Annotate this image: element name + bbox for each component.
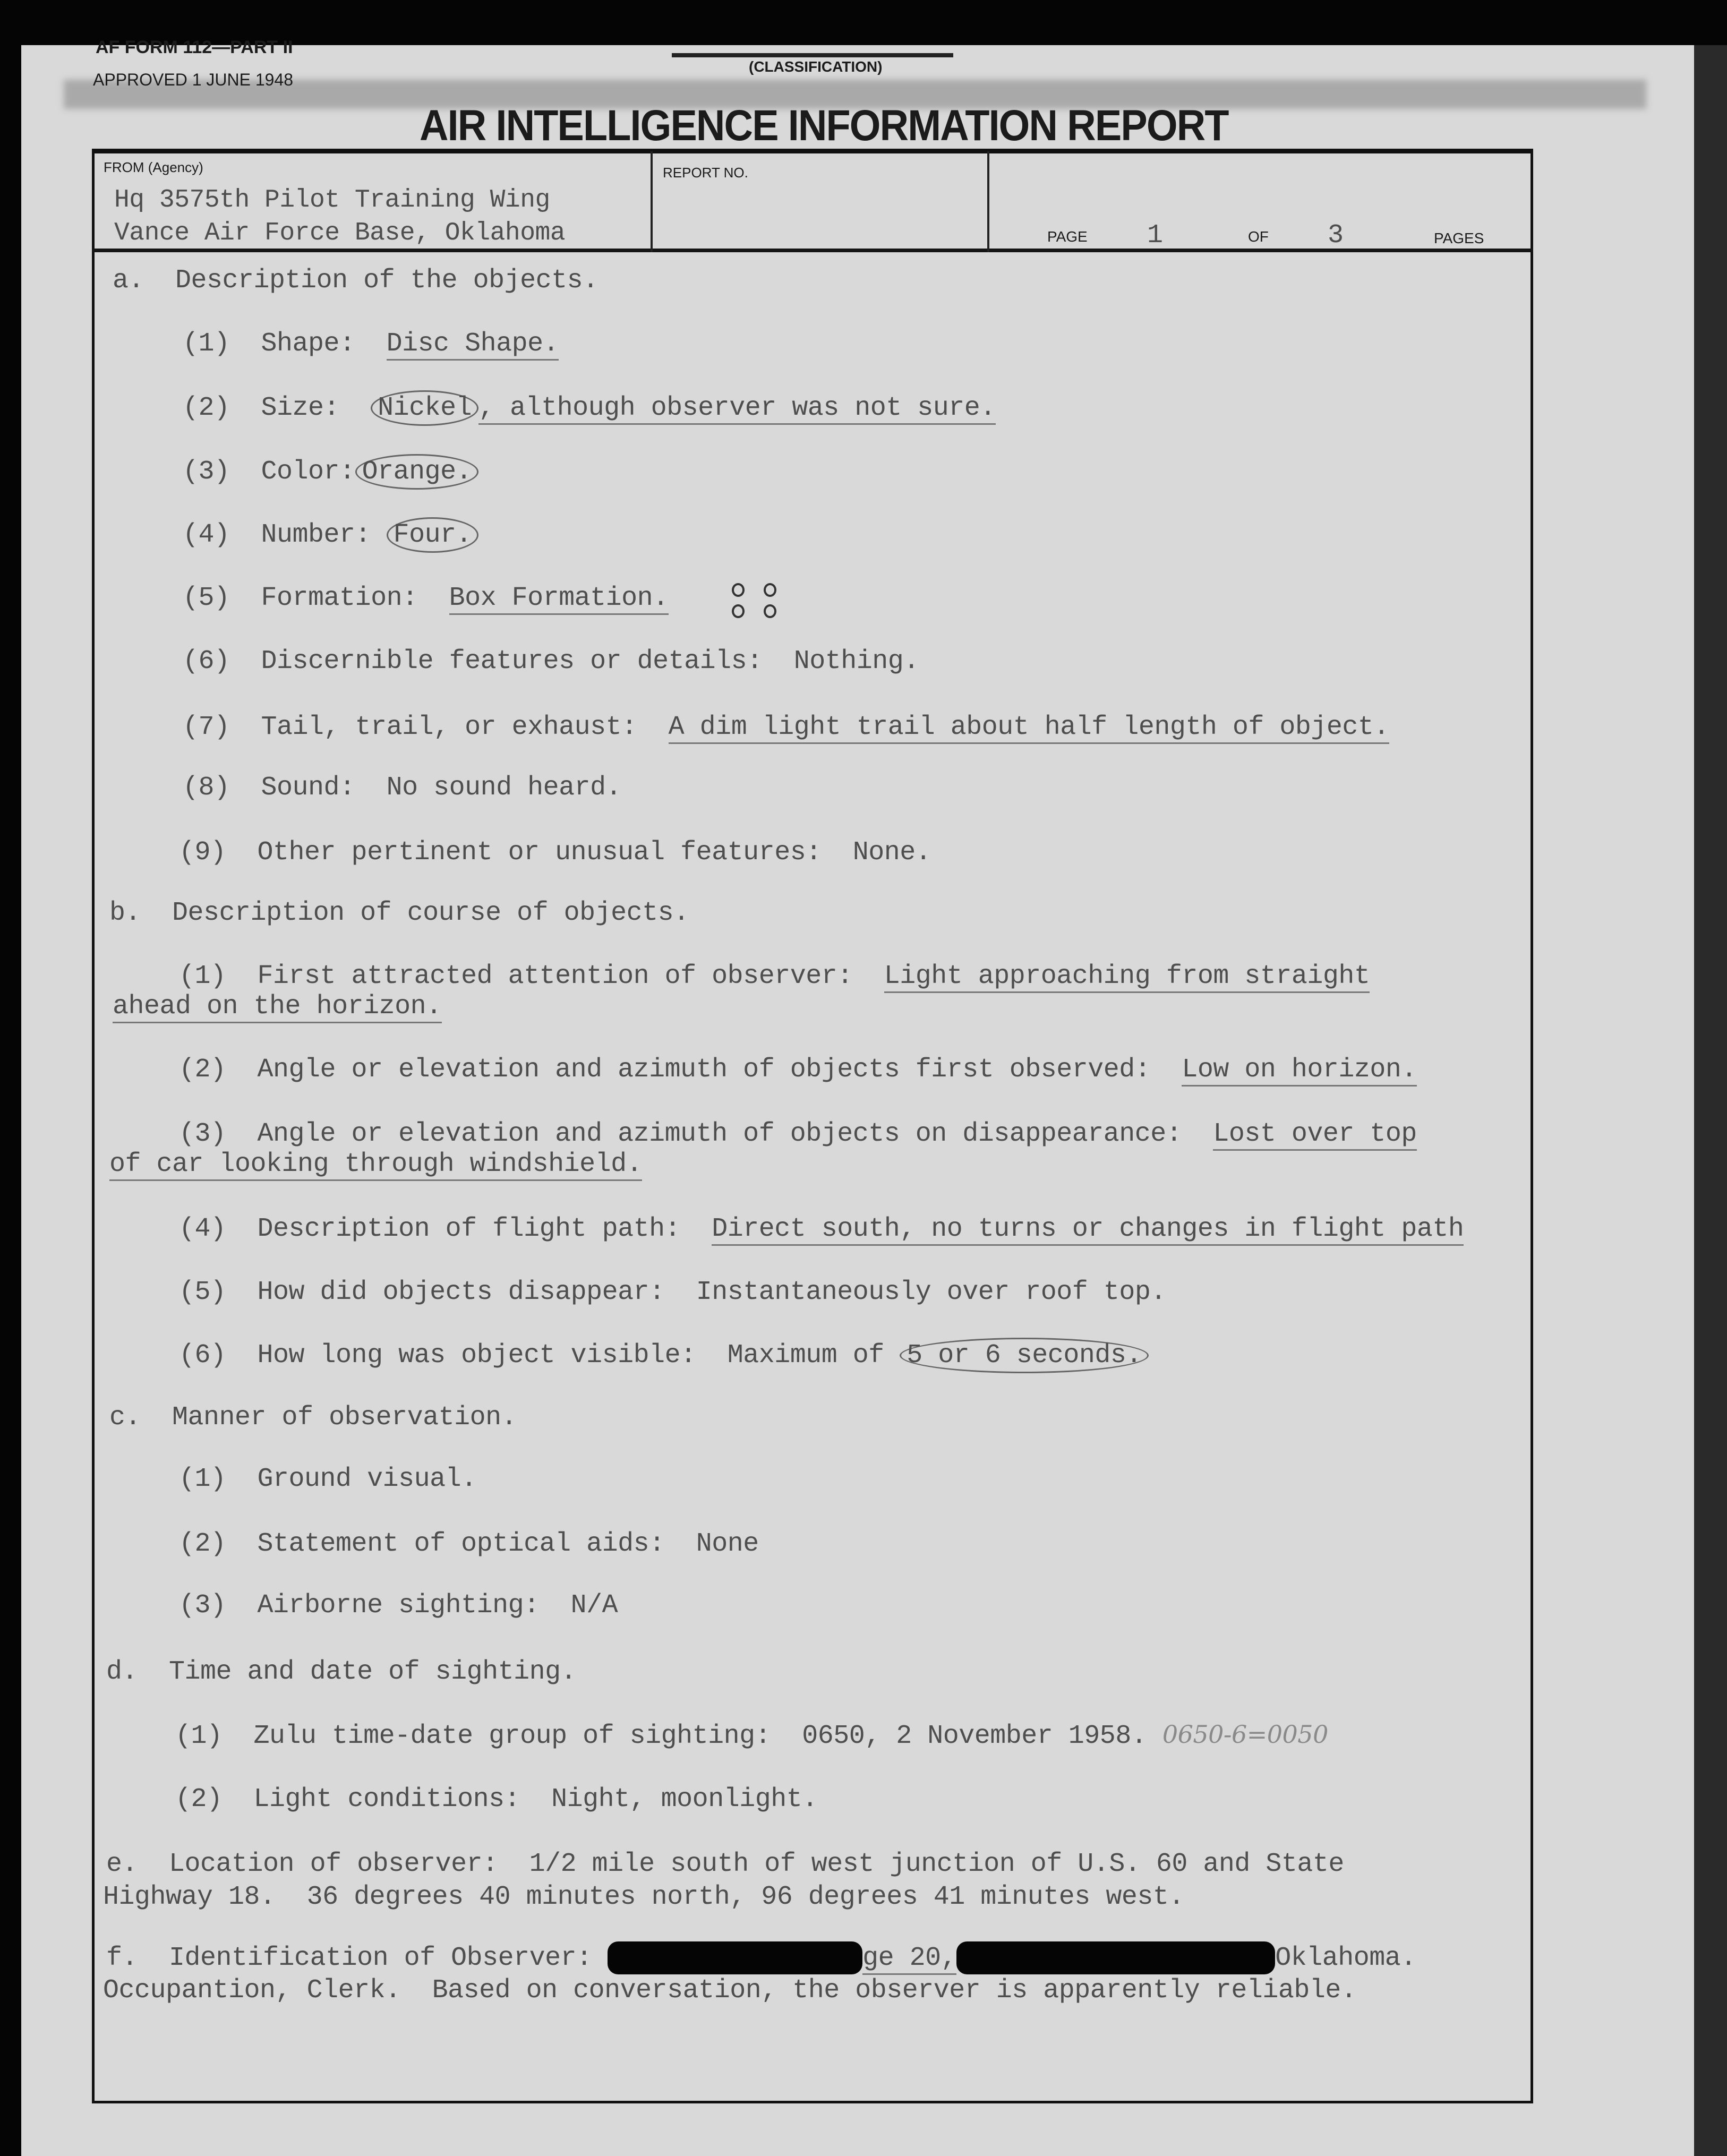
report-title: AIR INTELLIGENCE INFORMATION REPORT xyxy=(420,101,1228,150)
formation-dot-icon xyxy=(732,583,745,597)
item-color: (3) Color: Orange. xyxy=(183,457,478,487)
column-divider xyxy=(987,151,989,252)
formation-dot-icon xyxy=(764,604,776,618)
pages-label: PAGES xyxy=(1434,230,1484,246)
page-total: 3 xyxy=(1328,220,1344,251)
formation-dot-icon xyxy=(764,583,776,597)
scan-edge xyxy=(1694,45,1727,2156)
of-label: OF xyxy=(1248,228,1269,245)
section-b-heading: b. Description of course of objects. xyxy=(109,898,689,928)
header-divider xyxy=(92,249,1533,252)
from-agency-line1: Hq 3575th Pilot Training Wing xyxy=(114,186,550,215)
classification-line xyxy=(672,53,953,57)
section-a-heading: a. Description of the objects. xyxy=(113,266,599,296)
item-flight-path: (4) Description of flight path: Direct south, no turns or changes in flight path xyxy=(179,1214,1464,1244)
page-label: PAGE xyxy=(1047,228,1088,245)
handwritten-note: 0650-6=0050 xyxy=(1162,1720,1328,1749)
page-number: 1 xyxy=(1147,220,1163,251)
item-airborne: (3) Airborne sighting: N/A xyxy=(179,1590,618,1621)
item-disappearance: (3) Angle or elevation and azimuth of objects on disappearance: Lost over top xyxy=(179,1119,1417,1149)
redaction xyxy=(956,1941,1275,1974)
item-first-attention: (1) First attracted attention of observer: Light approaching from straight xyxy=(179,961,1370,991)
item-zulu-time: (1) Zulu time-date group of sighting: 0650, 2 November 1958. 0650-6=0050 xyxy=(175,1720,1328,1751)
observer-identification: f. Identification of Observer: ge 20, Oklahoma. xyxy=(106,1941,1416,1974)
from-label: FROM (Agency) xyxy=(104,159,203,175)
formation-dot-icon xyxy=(732,604,745,618)
item-disappearance-cont: of car looking through windshield. xyxy=(109,1149,642,1179)
report-no-label: REPORT NO. xyxy=(663,165,748,181)
item-other: (9) Other pertinent or unusual features: None. xyxy=(179,837,931,868)
approved-date: APPROVED 1 JUNE 1948 xyxy=(93,70,294,89)
item-duration: (6) How long was object visible: Maximum of 5 or 6 seconds. xyxy=(179,1340,1149,1371)
form-id: AF FORM 112—PART II xyxy=(96,37,293,57)
item-formation: (5) Formation: Box Formation. xyxy=(183,583,669,613)
section-d-heading: d. Time and date of sighting. xyxy=(106,1657,577,1687)
item-trail: (7) Tail, trail, or exhaust: A dim light trail about half length of object. xyxy=(183,712,1389,742)
item-how-disappear: (5) How did objects disappear: Instantaneously over roof top. xyxy=(179,1277,1166,1307)
item-ground-visual: (1) Ground visual. xyxy=(179,1464,477,1494)
item-first-attention-cont: ahead on the horizon. xyxy=(113,991,442,1022)
from-agency-line2: Vance Air Force Base, Oklahoma xyxy=(114,219,566,247)
section-c-heading: c. Manner of observation. xyxy=(109,1402,517,1433)
column-divider xyxy=(651,151,653,252)
redaction xyxy=(608,1941,862,1974)
item-shape: (1) Shape: Disc Shape. xyxy=(183,329,559,359)
item-first-observed: (2) Angle or elevation and azimuth of objects first observed: Low on horizon. xyxy=(179,1055,1417,1085)
classification-label: (CLASSIFICATION) xyxy=(749,58,883,75)
location-line1: e. Location of observer: 1/2 mile south of west junction of U.S. 60 and State xyxy=(106,1849,1344,1879)
item-light-conditions: (2) Light conditions: Night, moonlight. xyxy=(175,1784,818,1815)
item-number: (4) Number: Four. xyxy=(183,520,478,550)
item-optical-aids: (2) Statement of optical aids: None xyxy=(179,1529,759,1559)
item-size: (2) Size: Nickel , although observer was not sure. xyxy=(183,393,996,423)
location-line2: Highway 18. 36 degrees 40 minutes north, 96 degrees 41 minutes west. xyxy=(103,1882,1184,1912)
observer-occupation: Occupantion, Clerk. Based on conversation, the observer is apparently reliable. xyxy=(103,1975,1357,2006)
item-sound: (8) Sound: No sound heard. xyxy=(183,773,622,803)
item-features: (6) Discernible features or details: Nothing. xyxy=(183,646,919,677)
